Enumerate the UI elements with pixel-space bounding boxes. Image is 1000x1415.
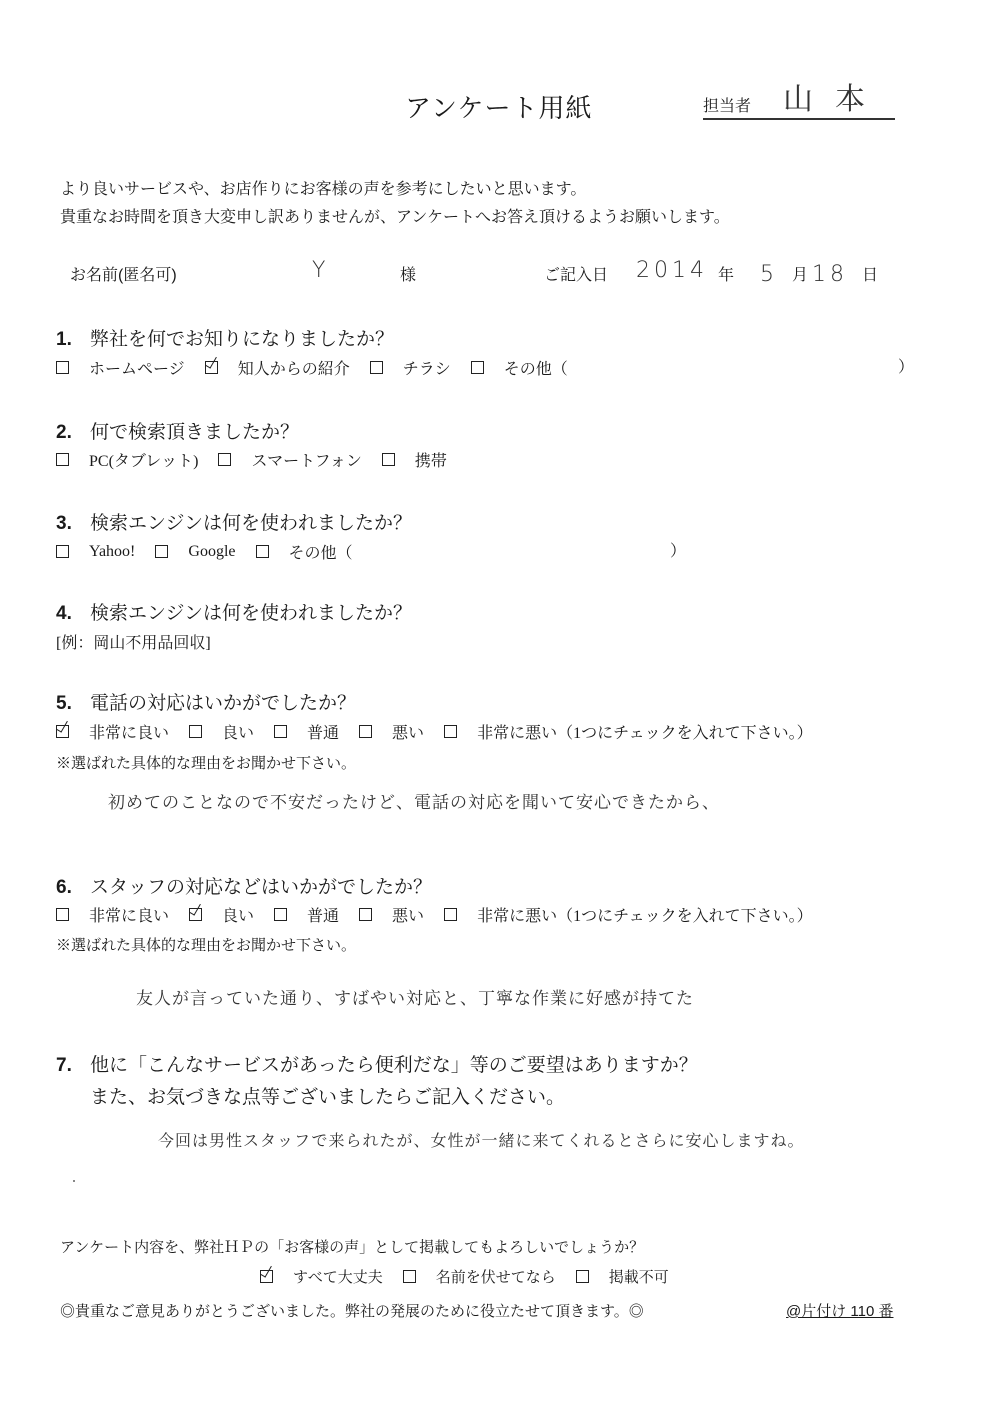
q1-option-homepage[interactable]: ホームページ <box>56 356 185 379</box>
q6-option-good[interactable]: 良い <box>189 903 254 926</box>
checkbox-checked-icon[interactable] <box>205 361 218 374</box>
q5-option-very-bad[interactable]: 非常に悪い <box>444 720 557 743</box>
day-unit: 日 <box>862 267 879 284</box>
q6-reason-prompt: ※選ばれた具体的な理由をお聞かせ下さい。 <box>56 937 357 954</box>
question-7-title: 7. 他に「こんなサービスがあったら便利だな」等のご要望はありますか？ <box>56 1055 698 1076</box>
question-6-options <box>56 903 813 926</box>
question-3-options <box>56 540 373 563</box>
q6-option-very-good[interactable]: 非常に良い <box>56 903 169 926</box>
name-label: お名前(匿名可) <box>70 267 177 284</box>
checkbox-icon[interactable] <box>444 725 457 738</box>
q3-option-yahoo[interactable]: Yahoo! <box>56 543 135 561</box>
checkbox-icon[interactable] <box>471 361 484 374</box>
checkbox-icon[interactable] <box>56 545 69 558</box>
honorific: 様 <box>400 267 417 284</box>
checkbox-icon[interactable] <box>256 545 269 558</box>
q5-option-bad[interactable]: 悪い <box>359 720 424 743</box>
consent-options <box>260 1266 689 1287</box>
q5-instruction: （1つにチェックを入れて下さい。） <box>557 725 813 742</box>
question-1-options <box>56 356 906 379</box>
question-1-title: 1. 弊社を何でお知りになりましたか？ <box>56 329 395 350</box>
intro-line-2: 貴重なお時間を頂き大変申し訳ありませんが、アンケートへお答え頂けるようお願いします。 <box>60 209 730 226</box>
date-year-handwritten: 2014 <box>636 258 708 283</box>
question-3-title: 3. 検索エンジンは何を使われましたか？ <box>56 513 413 534</box>
q1-option-referral[interactable]: 知人からの紹介 <box>205 356 350 379</box>
q3-option-google[interactable]: Google <box>155 543 235 561</box>
q1-option-flyer[interactable]: チラシ <box>370 356 451 379</box>
q5-option-average[interactable]: 普通 <box>274 720 339 743</box>
checkbox-icon[interactable] <box>56 453 69 466</box>
q1-option-other[interactable]: その他（ <box>471 356 568 379</box>
checkbox-icon[interactable] <box>155 545 168 558</box>
brand-name: @片付け 110 番 <box>786 1303 894 1320</box>
q6-instruction: （1つにチェックを入れて下さい。） <box>557 908 813 925</box>
q6-option-average[interactable]: 普通 <box>274 903 339 926</box>
date-day-handwritten: 18 <box>812 262 848 287</box>
year-unit: 年 <box>718 267 735 284</box>
q1-close-paren: ） <box>898 357 915 376</box>
q7-answer-handwritten: 今回は男性スタッフで来られたが、女性が一緒に来てくれるとさらに安心しますね。 <box>158 1131 805 1150</box>
checkbox-icon[interactable] <box>56 361 69 374</box>
consent-option-anonymous[interactable]: 名前を伏せてなら <box>403 1266 556 1287</box>
q5-answer-handwritten: 初めてのことなので不安だったけど、電話の対応を聞いて安心できたから、 <box>108 793 720 813</box>
month-unit: 月 <box>792 267 809 284</box>
checkbox-checked-icon[interactable] <box>260 1270 273 1283</box>
consent-question: アンケート内容を、弊社ＨＰの「お客様の声」として掲載してもよろしいでしょうか？ <box>60 1239 645 1256</box>
question-2-title: 2. 何で検索頂きましたか？ <box>56 422 300 443</box>
checkbox-icon[interactable] <box>218 453 231 466</box>
q3-close-paren: ） <box>670 541 687 560</box>
checkbox-icon[interactable] <box>576 1270 589 1283</box>
q2-option-pc[interactable]: PC(タブレット) <box>56 448 198 471</box>
question-2-options <box>56 448 467 471</box>
thanks-message: ◎貴重なご意見ありがとうございました。弊社の発展のために役立たせて頂きます。◎ <box>60 1303 644 1320</box>
q6-option-bad[interactable]: 悪い <box>359 903 424 926</box>
checkbox-icon[interactable] <box>56 908 69 921</box>
date-month-handwritten: 5 <box>760 262 774 287</box>
checkbox-icon[interactable] <box>274 908 287 921</box>
q3-option-other[interactable]: その他（ <box>256 540 353 563</box>
name-value-handwritten: Y <box>312 258 326 283</box>
q2-option-mobile[interactable]: 携帯 <box>382 448 447 471</box>
staff-field <box>703 80 895 120</box>
consent-option-all-ok[interactable]: すべて大丈夫 <box>260 1266 383 1287</box>
question-4-title: 4. 検索エンジンは何を使われましたか？ <box>56 603 413 624</box>
question-4-example: [例：岡山不用品回収] <box>56 635 211 652</box>
staff-name-handwritten: 山本 <box>783 82 887 117</box>
consent-option-not-allowed[interactable]: 掲載不可 <box>576 1266 669 1287</box>
checkbox-icon[interactable] <box>359 908 372 921</box>
staff-label: 担当者 <box>703 96 752 115</box>
form-title: アンケート用紙 <box>405 94 593 124</box>
question-5-options <box>56 720 813 743</box>
question-7-subtitle: また、お気づきな点等ございましたらご記入ください。 <box>90 1087 566 1108</box>
checkbox-checked-icon[interactable] <box>189 908 202 921</box>
checkbox-icon[interactable] <box>382 453 395 466</box>
q5-option-very-good[interactable]: 非常に良い <box>56 720 169 743</box>
q5-option-good[interactable]: 良い <box>189 720 254 743</box>
question-6-title: 6. スタッフの対応などはいかがでしたか？ <box>56 877 433 898</box>
intro-line-1: より良いサービスや、お店作りにお客様の声を参考にしたいと思います。 <box>60 181 587 198</box>
checkbox-checked-icon[interactable] <box>56 725 69 738</box>
q6-option-very-bad[interactable]: 非常に悪い <box>444 903 557 926</box>
checkbox-icon[interactable] <box>403 1270 416 1283</box>
q6-answer-handwritten: 友人が言っていた通り、すばやい対応と、丁寧な作業に好感が持てた <box>136 989 694 1009</box>
stray-mark <box>73 1180 75 1182</box>
checkbox-icon[interactable] <box>274 725 287 738</box>
q2-option-smartphone[interactable]: スマートフォン <box>218 448 361 471</box>
q5-reason-prompt: ※選ばれた具体的な理由をお聞かせ下さい。 <box>56 755 357 772</box>
question-5-title: 5. 電話の対応はいかがでしたか？ <box>56 693 357 714</box>
checkbox-icon[interactable] <box>359 725 372 738</box>
date-label: ご記入日 <box>544 267 609 284</box>
checkbox-icon[interactable] <box>189 725 202 738</box>
checkbox-icon[interactable] <box>370 361 383 374</box>
checkbox-icon[interactable] <box>444 908 457 921</box>
